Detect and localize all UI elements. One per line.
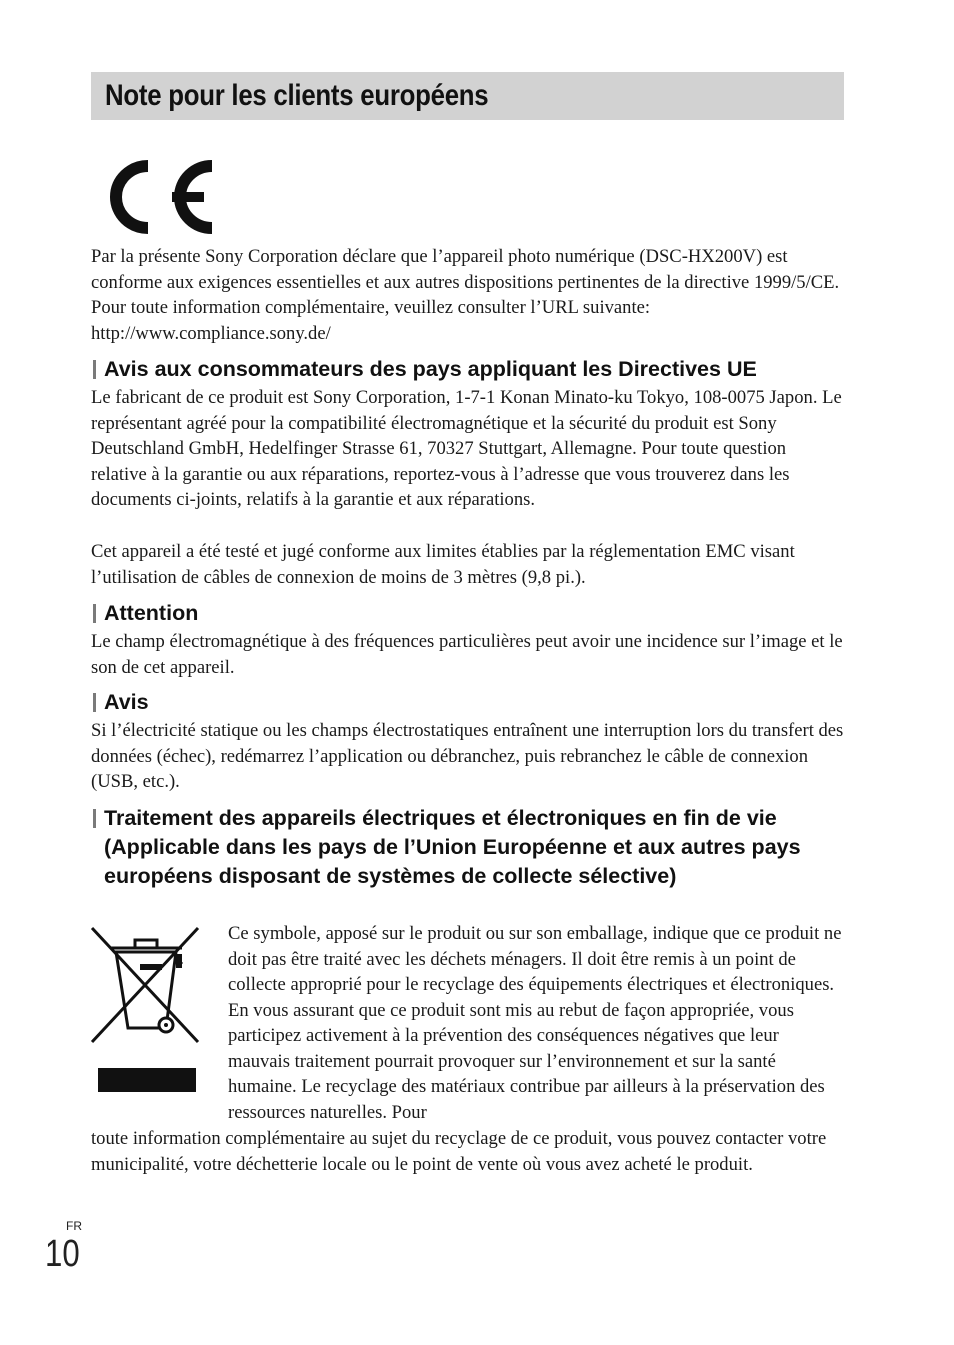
weee-paragraph: Ce symbole, apposé sur le produit ou sur son emballage, indique que ce produit ne doit pas être traité avec les déchets ménagers. Il doit être remis à un point de collecte approprié pour le recyclage des équipements électriques et électroniques. En vous assurant que ce produit sont mis au rebut de façon appropriée, vous participez activement à la prévention des conséquences négatives que leur mauvais traitement pourrait provoquer sur l’environnement et sur la santé humaine. Le recyclage des matériaux contribue par ailleurs à la préservation des ressources naturelles. Pour [228, 923, 842, 1123]
ce-mark-icon [98, 155, 216, 239]
weee-paragraph-continued: toute information complémentaire au sujet du recyclage de ce produit, vous pouvez contacter votre municipalité, votre déchetterie locale ou le point de vente où vous avez acheté le produit. [91, 1128, 827, 1175]
ce-declaration-paragraph: Par la présente Sony Corporation déclare que l’appareil photo numérique (DSC-HX200V) est conforme aux exigences essentielles et aux autres dispositions pertinentes de la directive 1999/5/CE. Pour toute information complémentaire, veuillez consulter l’URL suivante: http://www.compliance.sony.de/ [91, 246, 840, 344]
crossed-out-wheelie-bin-icon [90, 924, 200, 1094]
section-heading-label: Attention [104, 601, 199, 625]
heading-marker [93, 360, 96, 379]
emc-paragraph: Cet appareil a été testé et jugé conforme aux limites établies par la réglementation EMC visant l’utilisation de câbles de connexion de moins de 3 mètres (9,8 pi.). [91, 541, 795, 588]
manufacturer-paragraph: Le fabricant de ce produit est Sony Corporation, 1-7-1 Konan Minato-ku Tokyo, 108-0075 Japon. Le représentant agréé pour la compatibilité électromagnétique et la sécurité du produit est Sony Deutschland GmbH, Hedelfinger Strasse 61, 70327 Stuttgart, Allemagne. Pour toute question relative à la garantie ou aux réparations, reportez-vous à l’adresse que vous trouverez dans les documents ci-joints, relatifs à la garantie et aux réparations. [91, 387, 842, 510]
section-heading-label: Avis aux consommateurs des pays appliquant les Directives UE [104, 357, 757, 381]
heading-marker [93, 693, 96, 712]
language-code: FR [66, 1219, 82, 1233]
section-heading-eu-directives [91, 355, 851, 384]
section-heading-attention [91, 599, 851, 628]
title-bar [91, 72, 844, 120]
page-number: 10 [45, 1233, 80, 1275]
avis-paragraph: Si l’électricité statique ou les champs électrostatiques entraînent une interruption lors du transfert des données (échec), redémarrez l’application ou débranchez, puis rebranchez le câble de connexion (USB, etc.). [91, 720, 844, 792]
heading-marker [93, 604, 96, 623]
page-title: Note pour les clients européens [105, 79, 489, 112]
section-heading-label: Traitement des appareils électriques et électroniques en fin de vie (Applicable dans les pays de l’Union Européenne et aux autres pays européens disposant de systèmes de collecte sélective) [104, 806, 801, 888]
section-heading-weee [91, 804, 831, 891]
heading-marker [93, 809, 96, 828]
attention-paragraph: Le champ électromagnétique à des fréquences particulières peut avoir une incidence sur l’image et le son de cet appareil. [91, 631, 843, 678]
section-heading-avis [91, 688, 851, 717]
section-heading-label: Avis [104, 690, 149, 714]
